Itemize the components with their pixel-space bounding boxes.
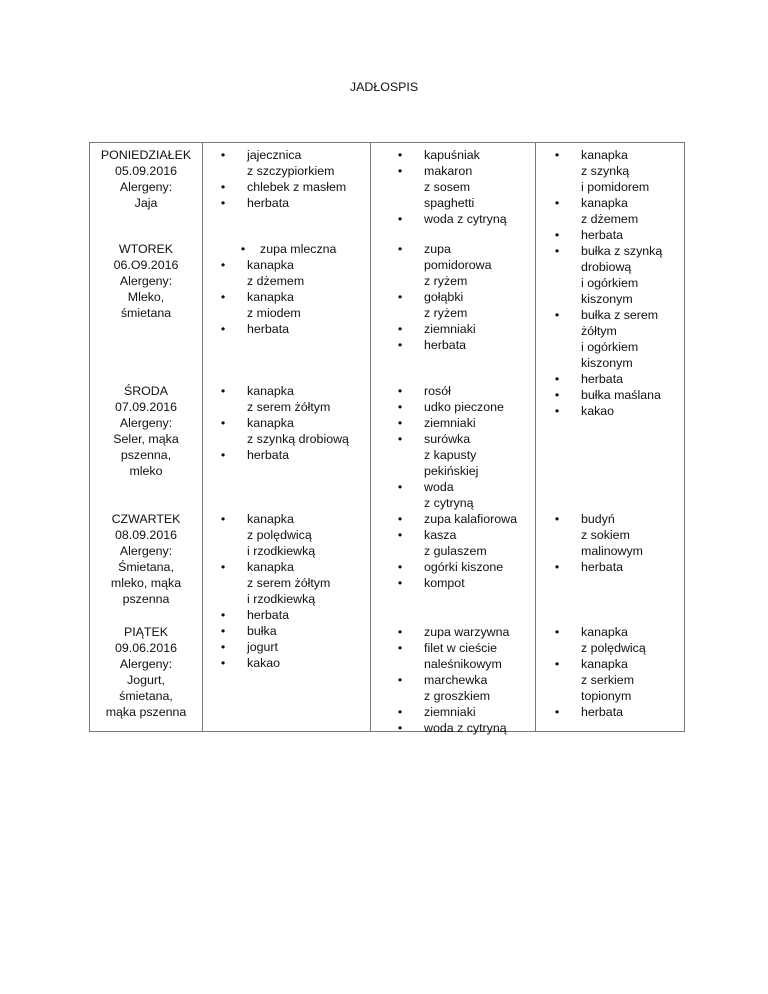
menu-table	[89, 142, 685, 735]
day-cell-wednesday	[90, 383, 202, 479]
bullet-icon: •	[397, 432, 403, 446]
bullet-icon: •	[397, 148, 403, 162]
allergens-line: Jogurt,	[127, 673, 165, 687]
list-item: • kanapka	[218, 289, 336, 305]
day-date: 06.O9.2016	[113, 258, 179, 272]
bullet-icon: •	[397, 528, 403, 542]
list-item: • udko pieczone	[395, 399, 504, 415]
day-name: WTOREK	[118, 242, 174, 256]
allergens-line: mąka pszenna	[105, 705, 187, 719]
list-item: • zupa	[395, 241, 492, 257]
allergens-line: pszenna,	[120, 448, 172, 462]
day-date: 09.06.2016	[114, 641, 177, 655]
bullet-icon: •	[220, 180, 226, 194]
bullet-icon: •	[397, 480, 403, 494]
list-item: • kasza	[395, 527, 517, 543]
bullet-icon: •	[220, 290, 226, 304]
bullet-icon: •	[554, 705, 560, 719]
bullet-icon: •	[397, 242, 403, 256]
menu-col2-monday: • kapuśniak • makaron z sosem spaghetti • woda z cytryną	[395, 147, 507, 227]
list-item: • herbata	[552, 704, 646, 720]
list-item: • zupa warzywna	[395, 624, 509, 640]
list-item: • jajecznica	[218, 147, 346, 163]
bullet-icon: •	[554, 388, 560, 402]
list-item: • kakao	[218, 655, 330, 671]
list-item: • kanapka	[552, 195, 662, 211]
bullet-icon: •	[220, 258, 226, 272]
column-divider	[370, 143, 371, 731]
list-item: • kanapka	[218, 383, 349, 399]
list-item: • filet w cieście	[395, 640, 509, 656]
allergens-label: Alergeny:	[119, 657, 173, 671]
menu-col1-tuesday: • zupa mleczna • kanapka z dżemem • kanapka z miodem • herbata	[218, 241, 336, 337]
list-item: • budyń	[552, 511, 643, 527]
bullet-icon: •	[220, 148, 226, 162]
bullet-icon: •	[397, 322, 403, 336]
list-item: • herbata	[552, 371, 662, 387]
bullet-icon: •	[554, 148, 560, 162]
bullet-icon: •	[554, 244, 560, 258]
list-item: • kompot	[395, 575, 517, 591]
list-item: • herbata	[552, 227, 662, 243]
list-item: • woda	[395, 479, 504, 495]
bullet-icon: •	[240, 242, 246, 256]
menu-col2-wednesday: • rosół • udko pieczone • ziemniaki • surówka z kapusty pekińskiej • woda z cytryną	[395, 383, 504, 511]
list-item: • bułka maślana	[552, 387, 662, 403]
list-item: • woda z cytryną	[395, 211, 507, 227]
bullet-icon: •	[397, 290, 403, 304]
bullet-icon: •	[397, 721, 403, 735]
menu-col3-thursday: • budyń z sokiem malinowym • herbata	[552, 511, 643, 575]
list-item: • rosół	[395, 383, 504, 399]
list-item: • bułka z szynką	[552, 243, 662, 259]
allergens-line: Mleko,	[127, 290, 165, 304]
bullet-icon: •	[220, 608, 226, 622]
list-item: • kakao	[552, 403, 662, 419]
list-item: • chlebek z masłem	[218, 179, 346, 195]
bullet-icon: •	[554, 404, 560, 418]
list-item: • bułka	[218, 623, 330, 639]
bullet-icon: •	[554, 308, 560, 322]
bullet-icon: •	[397, 164, 403, 178]
day-name: PONIEDZIAŁEK	[100, 148, 192, 162]
list-item: • kanapka	[218, 559, 330, 575]
menu-col3-friday: • kanapka z polędwicą • kanapka z serkiem topionym • herbata	[552, 624, 646, 720]
list-item: • ziemniaki	[395, 415, 504, 431]
bullet-icon: •	[220, 322, 226, 336]
menu-col2-friday: • zupa warzywna • filet w cieście naleśnikowym • marchewka z groszkiem • ziemniaki • woda z cytryną	[395, 624, 509, 736]
list-item: • marchewka	[395, 672, 509, 688]
bullet-icon: •	[397, 384, 403, 398]
list-item: • herbata	[395, 337, 492, 353]
allergens-label: Alergeny:	[119, 544, 173, 558]
day-cell-monday	[90, 147, 202, 211]
day-cell-friday	[90, 624, 202, 720]
day-date: 05.09.2016	[114, 164, 177, 178]
list-item: • surówka	[395, 431, 504, 447]
bullet-icon: •	[397, 338, 403, 352]
bullet-icon: •	[397, 512, 403, 526]
bullet-icon: •	[220, 384, 226, 398]
day-name: CZWARTEK	[111, 512, 181, 526]
bullet-icon: •	[220, 512, 226, 526]
day-name: ŚRODA	[123, 384, 169, 398]
allergens-line: mleko	[129, 464, 163, 478]
day-date: 08.09.2016	[114, 528, 177, 542]
column-divider	[535, 143, 536, 731]
bullet-icon: •	[554, 196, 560, 210]
list-item: • herbata	[218, 321, 336, 337]
day-cell-tuesday	[90, 241, 202, 321]
bullet-icon: •	[220, 560, 226, 574]
allergens-label: Alergeny:	[119, 416, 173, 430]
allergens-line: mleko, mąka	[110, 576, 182, 590]
bullet-icon: •	[397, 576, 403, 590]
allergens-label: Alergeny:	[119, 180, 173, 194]
bullet-icon: •	[554, 228, 560, 242]
bullet-icon: •	[554, 560, 560, 574]
menu-col1-monday: • jajecznica z szczypiorkiem • chlebek z masłem • herbata	[218, 147, 346, 211]
menu-col2-tuesday: • zupa pomidorowa z ryżem • gołąbki z ryżem • ziemniaki • herbata	[395, 241, 492, 353]
allergens-line: Seler, mąka	[113, 432, 179, 446]
menu-col1-thursday-friday: • kanapka z polędwicą i rzodkiewką • kanapka z serem żółtym i rzodkiewką • herbata • bułka • jogurt • kakao	[218, 511, 330, 671]
menu-col2-thursday: • zupa kalafiorowa • kasza z gulaszem • ogórki kiszone • kompot	[395, 511, 517, 591]
bullet-icon: •	[397, 641, 403, 655]
bullet-icon: •	[397, 416, 403, 430]
list-item: • herbata	[218, 447, 349, 463]
menu-col3-monday-wednesday: • kanapka z szynką i pomidorem • kanapka z dżemem • herbata • bułka z szynką drobiową i ogórkiem kiszonym • bułka z serem żółtym i ogórkiem kiszonym • herbata • bułka maślana • kakao	[552, 147, 662, 419]
list-item: • ogórki kiszone	[395, 559, 517, 575]
list-item: • gołąbki	[395, 289, 492, 305]
list-item: • makaron	[395, 163, 507, 179]
list-item: • herbata	[218, 607, 330, 623]
list-item: • kanapka	[552, 624, 646, 640]
list-item: • woda z cytryną	[395, 720, 509, 736]
day-date: 07.09.2016	[114, 400, 177, 414]
bullet-icon: •	[397, 705, 403, 719]
list-item: • kanapka	[218, 257, 336, 273]
list-item: • bułka z serem	[552, 307, 662, 323]
page-title: JADŁOSPIS	[349, 80, 419, 94]
list-item: • herbata	[552, 559, 643, 575]
bullet-icon: •	[220, 416, 226, 430]
list-item: • herbata	[218, 195, 346, 211]
bullet-icon: •	[220, 640, 226, 654]
list-item: • jogurt	[218, 639, 330, 655]
allergens-line: śmietana	[120, 306, 172, 320]
list-item: • kanapka	[218, 511, 330, 527]
bullet-icon: •	[397, 625, 403, 639]
day-cell-thursday	[90, 511, 202, 607]
list-item: • ziemniaki	[395, 321, 492, 337]
list-item: • kanapka	[552, 656, 646, 672]
list-item: • ziemniaki	[395, 704, 509, 720]
bullet-icon: •	[220, 196, 226, 210]
list-item: • kanapka	[552, 147, 662, 163]
allergens-line: śmietana,	[119, 689, 173, 703]
bullet-icon: •	[397, 673, 403, 687]
day-name: PIĄTEK	[123, 625, 169, 639]
bullet-icon: •	[220, 656, 226, 670]
list-item: • kanapka	[218, 415, 349, 431]
bullet-icon: •	[554, 657, 560, 671]
bullet-icon: •	[397, 560, 403, 574]
bullet-icon: •	[554, 512, 560, 526]
menu-col1-wednesday: • kanapka z serem żółtym • kanapka z szynką drobiową • herbata	[218, 383, 349, 463]
bullet-icon: •	[554, 625, 560, 639]
list-item: • kapuśniak	[395, 147, 507, 163]
allergens-line: Jaja	[134, 196, 158, 210]
list-item: • zupa mleczna	[238, 241, 336, 257]
allergens-line: pszenna	[122, 592, 170, 606]
allergens-line: Śmietana,	[118, 560, 174, 574]
bullet-icon: •	[220, 624, 226, 638]
allergens-label: Alergeny:	[119, 274, 173, 288]
bullet-icon: •	[397, 400, 403, 414]
column-divider	[202, 143, 203, 731]
bullet-icon: •	[220, 448, 226, 462]
bullet-icon: •	[397, 212, 403, 226]
list-item: • zupa kalafiorowa	[395, 511, 517, 527]
bullet-icon: •	[554, 372, 560, 386]
